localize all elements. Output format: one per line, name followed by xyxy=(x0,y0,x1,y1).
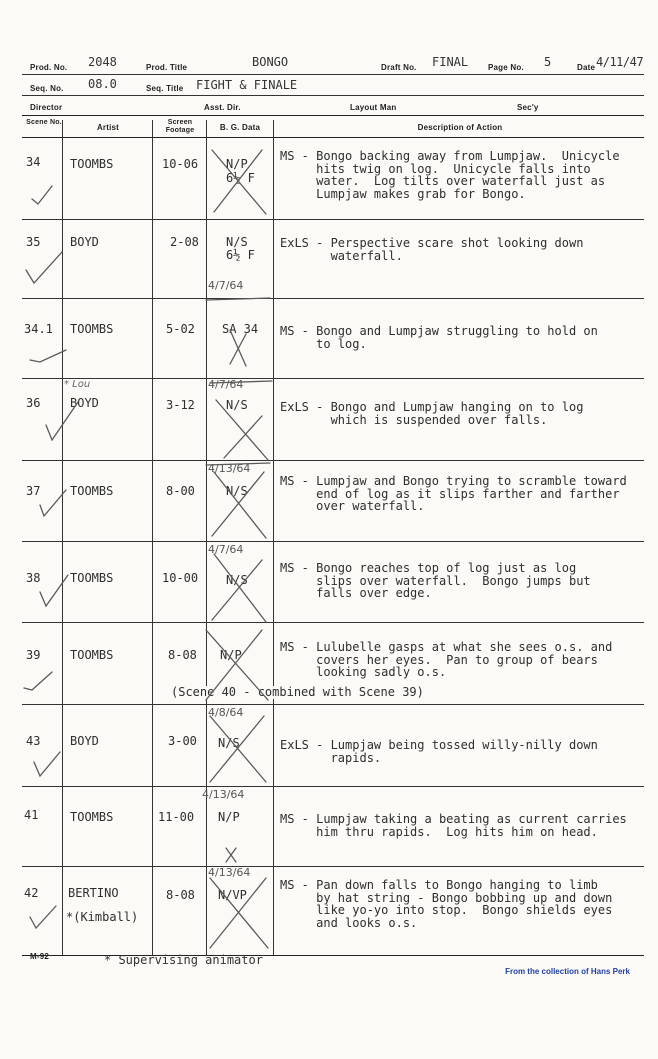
bg-date-note: 4/13/64 xyxy=(208,866,251,879)
scene-number: 37 xyxy=(26,484,41,498)
prod-title-label: Prod. Title xyxy=(146,63,188,72)
seq-title-label: Seq. Title xyxy=(146,84,184,93)
screen-footage: 10-00 xyxy=(162,571,199,585)
bg-data: N/S xyxy=(226,573,248,587)
action-description: ExLS - Perspective scare shot looking down waterfall. xyxy=(280,236,584,263)
bg-data-secondary: 6½ F xyxy=(226,171,255,185)
bg-date-note: 4/7/64 xyxy=(208,378,244,391)
handwritten-mark: * Lou xyxy=(64,379,91,390)
layout-man-label: Layout Man xyxy=(350,103,397,112)
table-row xyxy=(22,299,644,378)
seq-title-value: FIGHT & FINALE xyxy=(196,78,298,92)
table-row xyxy=(22,461,644,541)
action-description: MS - Bongo reaches top of log just as log slips over waterfall. Bongo jumps but falls over edge. xyxy=(280,561,591,600)
artist-name: TOOMBS xyxy=(70,648,114,662)
action-description: MS - Lulubelle gasps at what she sees o.s. and covers her eyes. Pan to group of bears looking sadly o.s. xyxy=(280,640,613,679)
col-scene-no: Scene No. xyxy=(26,119,62,126)
seq-no-value: 08.0 xyxy=(88,77,117,91)
table-row xyxy=(22,379,644,460)
table-row xyxy=(22,623,644,704)
artist-name: BOYD xyxy=(70,235,99,249)
action-description: ExLS - Lumpjaw being tossed willy-nilly down rapids. xyxy=(280,738,598,765)
scene-number: 42 xyxy=(24,886,39,900)
screen-footage: 11-00 xyxy=(158,810,195,824)
scene-40-note: (Scene 40 - combined with Scene 39) xyxy=(171,685,424,699)
col-artist: Artist xyxy=(96,123,120,132)
page-no-value: 5 xyxy=(544,55,552,69)
artist-name: TOOMBS xyxy=(70,571,114,585)
prod-no-value: 2048 xyxy=(88,55,117,69)
bg-data: N/VP xyxy=(218,888,247,902)
header-rule-2 xyxy=(22,95,644,96)
footnote-supervising: * Supervising animator xyxy=(104,953,263,967)
artist-name: BERTINO xyxy=(68,886,119,900)
action-description: MS - Bongo and Lumpjaw struggling to hold on to log. xyxy=(280,324,598,351)
date-value: 4/11/47 xyxy=(596,55,644,69)
bg-data: N/S xyxy=(226,398,248,412)
draft-no-value: FINAL xyxy=(432,55,469,69)
director-label: Director xyxy=(30,103,63,112)
table-row xyxy=(22,138,644,219)
screen-footage: 8-08 xyxy=(168,648,197,662)
artist-name: TOOMBS xyxy=(70,322,114,336)
form-number: M-92 xyxy=(30,952,50,961)
artist-name: TOOMBS xyxy=(70,484,114,498)
asst-dir-label: Asst. Dir. xyxy=(204,103,241,112)
bg-date-note: 4/7/64 xyxy=(208,543,244,556)
prod-no-label: Prod. No. xyxy=(30,63,68,72)
col-description: Description of Action xyxy=(417,123,503,132)
action-description: ExLS - Bongo and Lumpjaw hanging on to log which is suspended over falls. xyxy=(280,400,584,427)
header-rule-3 xyxy=(22,115,644,116)
screen-footage: 3-00 xyxy=(168,734,197,748)
table-row xyxy=(22,542,644,622)
action-description: MS - Lumpjaw taking a beating as current carries him thru rapids. Log hits him on head. xyxy=(280,812,627,839)
bg-date-note: 4/13/64 xyxy=(202,788,245,801)
scene-number: 39 xyxy=(26,648,41,662)
bg-data: N/S xyxy=(226,484,248,498)
screen-footage: 10-06 xyxy=(162,157,199,171)
action-description: MS - Lumpjaw and Bongo trying to scramble toward end of log as it slips farther and farther over waterfall. xyxy=(280,474,627,513)
secy-label: Sec'y xyxy=(517,103,539,112)
artist-name: TOOMBS xyxy=(70,157,114,171)
table-row xyxy=(22,867,644,955)
screen-footage: 8-00 xyxy=(166,484,195,498)
table-row xyxy=(22,705,644,786)
scene-number: 43 xyxy=(26,734,41,748)
header-rule-1 xyxy=(22,74,644,75)
screen-footage: 3-12 xyxy=(166,398,195,412)
prod-title-value: BONGO xyxy=(252,55,289,69)
supervising-animator: *(Kimball) xyxy=(66,910,139,924)
bg-data: N/S xyxy=(226,235,248,249)
screen-footage: 8-08 xyxy=(166,888,195,902)
bg-data: N/S xyxy=(218,736,240,750)
scene-number: 38 xyxy=(26,571,41,585)
bg-data: N/P xyxy=(226,157,248,171)
bg-data: N/P xyxy=(218,810,240,824)
collection-credit: From the collection of Hans Perk xyxy=(505,967,630,976)
action-description: MS - Pan down falls to Bongo hanging to limb by hat string - Bongo bobbing up and down like yo-yo into stop. Bongo shields eyes and looks o.s. xyxy=(280,878,613,930)
bg-data: SA 34 xyxy=(222,322,259,336)
screen-footage: 5-02 xyxy=(166,322,195,336)
col-screen-footage: Screen Footage xyxy=(165,119,195,134)
screen-footage: 2-08 xyxy=(170,235,199,249)
artist-name: BOYD xyxy=(70,396,99,410)
table-row xyxy=(22,787,644,866)
draft-no-label: Draft No. xyxy=(381,63,417,72)
scene-number: 34 xyxy=(26,155,41,169)
bg-data: N/P xyxy=(220,648,242,662)
bg-date-note: 4/8/64 xyxy=(208,706,244,719)
col-bg-data: B. G. Data xyxy=(219,123,261,132)
scene-number: 36 xyxy=(26,396,41,410)
date-label: Date xyxy=(577,63,596,72)
table-row xyxy=(22,220,644,298)
scene-number: 41 xyxy=(24,808,39,822)
bg-date-note: 4/7/64 xyxy=(208,279,244,292)
page-no-label: Page No. xyxy=(488,63,524,72)
bg-data-secondary: 6½ F xyxy=(226,248,255,262)
artist-name: BOYD xyxy=(70,734,99,748)
action-description: MS - Bongo backing away from Lumpjaw. Unicycle hits twig on log. Unicycle falls into water. Log tilts over waterfall just as Lumpjaw makes grab for Bongo. xyxy=(280,149,620,201)
bg-date-note: 4/13/64 xyxy=(208,462,251,475)
artist-name: TOOMBS xyxy=(70,810,114,824)
seq-no-label: Seq. No. xyxy=(30,84,64,93)
scene-number: 35 xyxy=(26,235,41,249)
scene-number: 34.1 xyxy=(24,322,53,336)
